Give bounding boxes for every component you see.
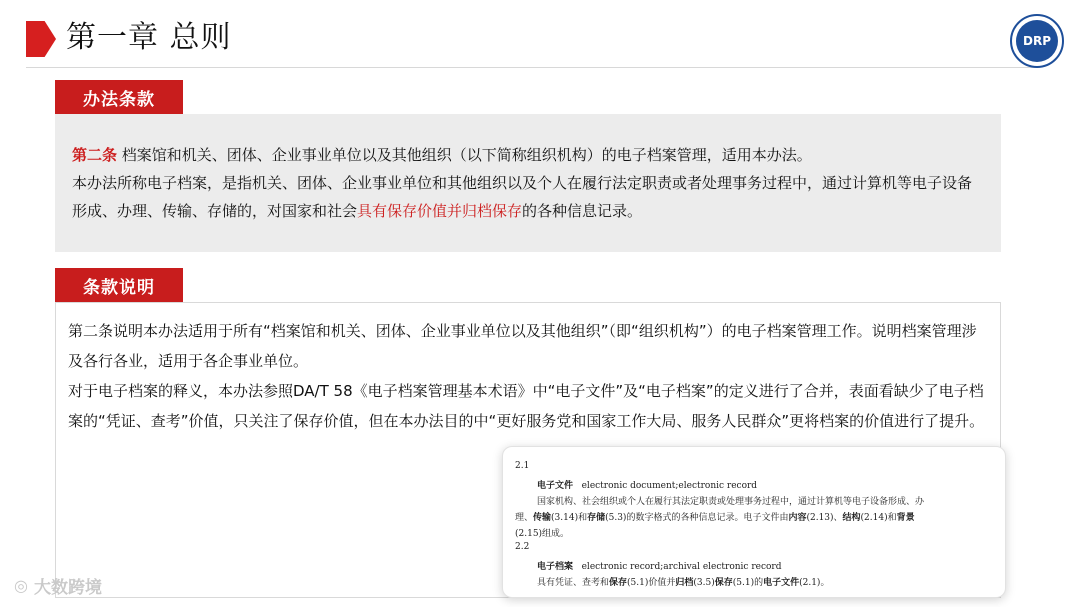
excerpt-def-2: 具有凭证、查考和保存(5.1)价值并归档(3.5)保存(5.1)的电子文件(2.1)。 (537, 578, 830, 588)
brand-text: 大数跨境 (33, 578, 102, 598)
explanation-paragraph-2: 对于电子档案的释义，本办法参照DA/T 58《电子档案管理基本术语》中“电子文件”及“电子档案”的定义进行了合并，表面看缺少了电子档案的“凭证、查考”价值，只关注了保存价值，但在本办法目的中“更好服务党和国家工作大局、服务人民群众”更将档案的价值进行了提升。 (68, 382, 985, 430)
article-highlight: 具有保存价值并归档保存 (357, 202, 523, 220)
section-label-articles: 办法条款 (55, 80, 183, 114)
explanation-text (68, 316, 988, 436)
article-text (72, 141, 984, 225)
title-divider (26, 67, 1036, 68)
excerpt-term-1: 电子文件 electronic document;electronic record (537, 481, 758, 491)
explanation-paragraph-1: 第二条说明本办法适用于所有“档案馆和机关、团体、企业事业单位以及其他组织”（即“组织机构”）的电子档案管理工作。说明档案管理涉及各行各业，适用于各企事业单位。 (68, 322, 977, 370)
brand-watermark (14, 573, 102, 598)
excerpt-number-2: 2.2 (515, 542, 530, 552)
article-line-2-post: 的各种信息记录。 (522, 202, 643, 220)
logo-text: DRP (1016, 20, 1058, 62)
brand-icon: ◎ (14, 576, 28, 595)
excerpt-def-1-line-3: (2.15)组成。 (515, 529, 570, 539)
excerpt-term-2: 电子档案 electronic record;archival electronic record (537, 562, 782, 572)
article-line-2-pre: 本办法所称电子档案，是指机关、团体、企业事业单位和其他组织以及个人在履行法定职责或者处理事务过程中，通过计算机等电子设备形成、办理、传输、存储的，对国家和社会 (72, 174, 973, 220)
drp-logo (1010, 14, 1064, 68)
page-title: 第一章 总则 (66, 20, 232, 55)
section-label-explanation: 条款说明 (55, 268, 183, 302)
excerpt-def-1-line-1: 国家机构、社会组织或个人在履行其法定职责或处理事务过程中，通过计算机等电子设备形成、办 (537, 497, 925, 507)
title-marker (26, 21, 56, 57)
excerpt-def-1-line-2: 理、传输(3.14)和存储(5.3)的数字格式的各种信息记录。电子文件由内容(2.13)、结构(2.14)和背景 (515, 513, 915, 523)
article-line-1: 档案馆和机关、团体、企业事业单位以及其他组织（以下简称组织机构）的电子档案管理，适用本办法。 (117, 146, 812, 164)
excerpt-number-1: 2.1 (515, 461, 530, 471)
article-number: 第二条 (72, 146, 118, 164)
standard-excerpt-card (502, 446, 1006, 598)
